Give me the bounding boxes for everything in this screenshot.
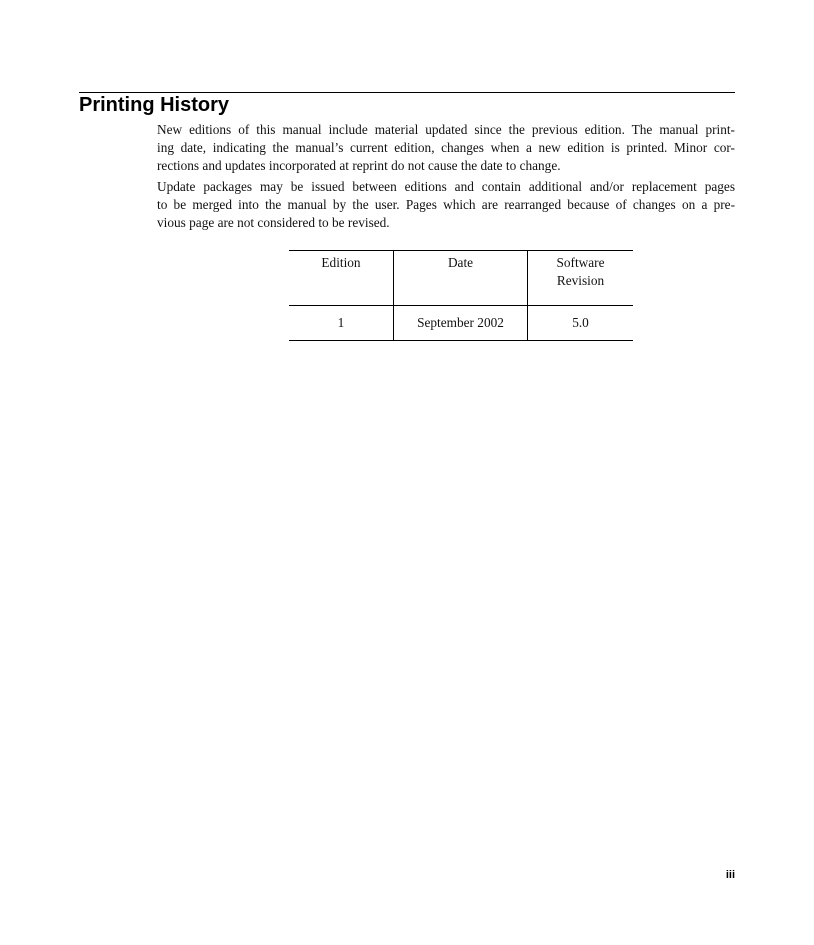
date-header: Date — [394, 251, 528, 306]
software-revision-cell: 5.0 — [572, 315, 589, 330]
paragraph-line: ing date, indicating the manual’s current edition, changes when a new edition is printed. Minor cor- — [157, 140, 735, 155]
software-header-line2: Revision — [556, 273, 605, 288]
paragraph-line: Update packages may be issued between editions and contain additional and/or replacement pages — [157, 179, 735, 194]
table-row — [289, 306, 633, 341]
paragraph-new-editions — [157, 121, 735, 175]
paragraph-line: rections and updates incorporated at reprint do not cause the date to change. — [157, 158, 561, 173]
printing-history-table — [289, 250, 633, 341]
paragraph-line: vious page are not considered to be revised. — [157, 215, 390, 230]
table-header-row — [289, 251, 633, 306]
paragraph-line: to be merged into the manual by the user. Pages which are rearranged because of changes on a pre- — [157, 197, 735, 212]
software-header-line1: Software — [556, 255, 605, 270]
software-revision-header — [528, 251, 634, 306]
section-title: Printing History — [79, 94, 230, 116]
paragraph-update-packages — [157, 178, 735, 232]
edition-header: Edition — [289, 251, 394, 306]
paragraph-line: New editions of this manual include material updated since the previous edition. The manual print- — [157, 122, 735, 137]
date-cell: September 2002 — [394, 306, 528, 341]
page-number: iii — [725, 869, 735, 881]
edition-cell: 1 — [289, 306, 394, 341]
